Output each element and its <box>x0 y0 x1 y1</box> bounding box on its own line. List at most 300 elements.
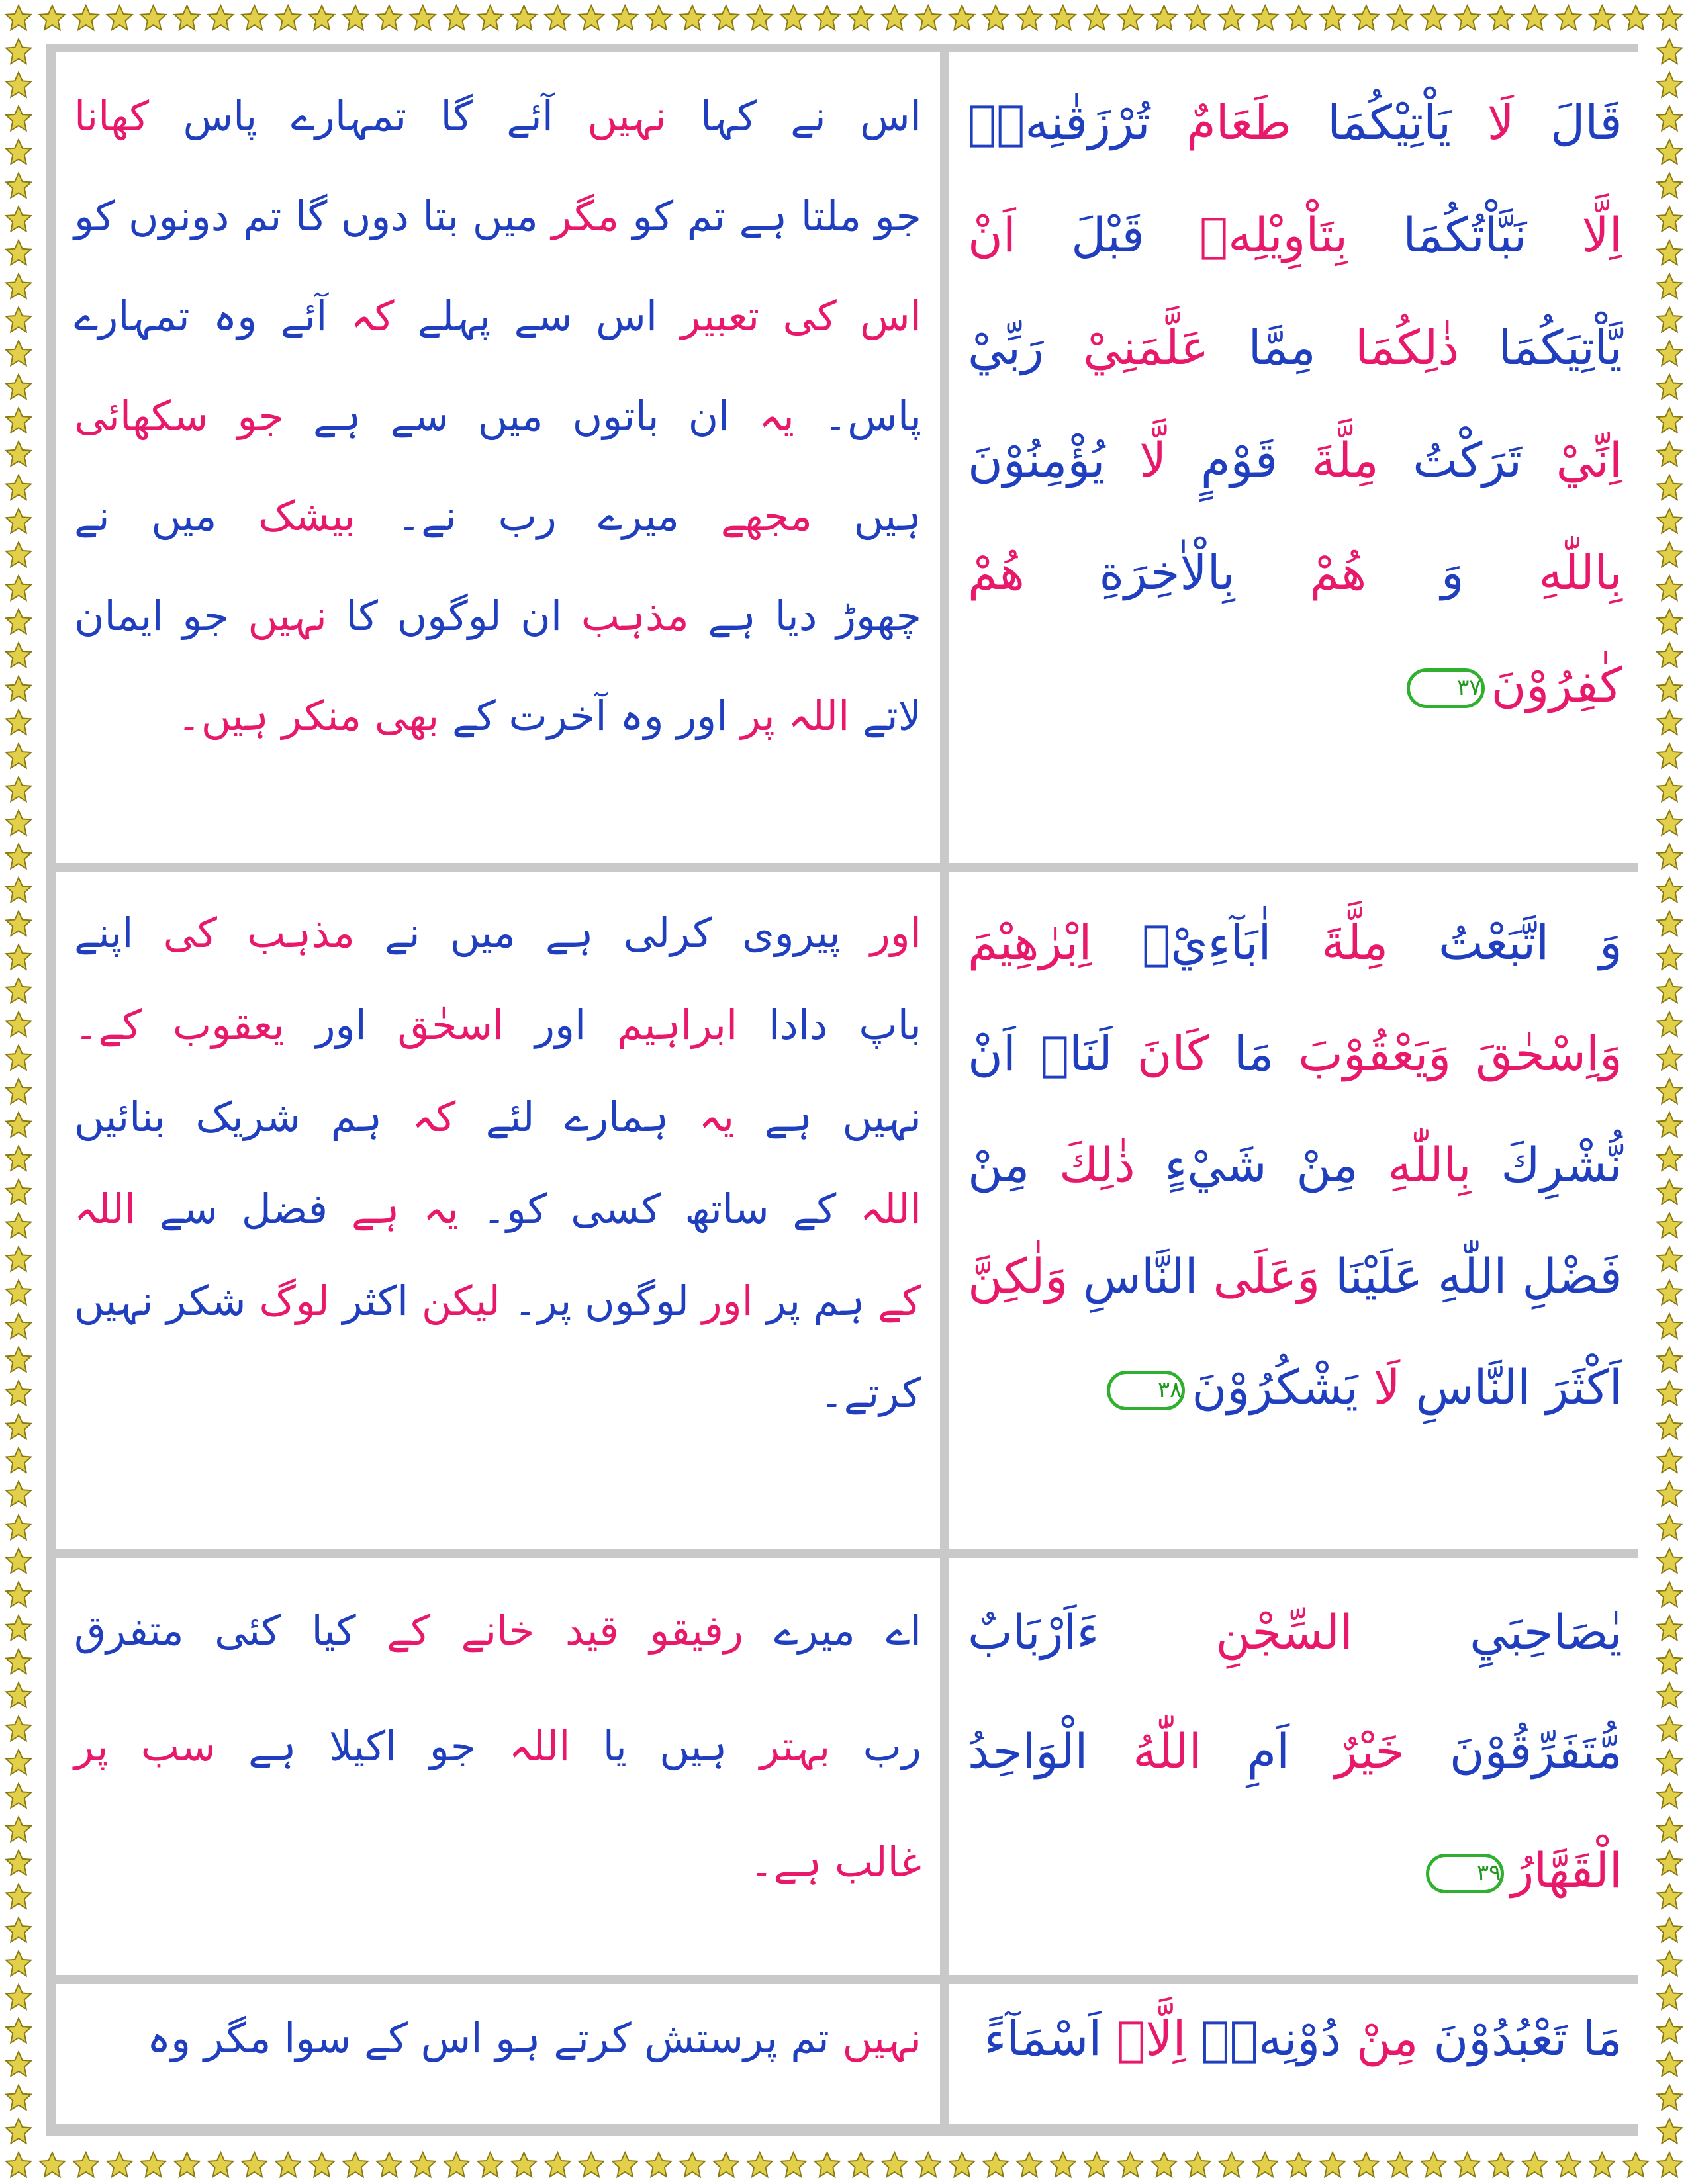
arabic-line <box>968 1692 1622 1811</box>
star-icon <box>6 878 31 902</box>
star-icon <box>714 2152 739 2177</box>
star-icon <box>73 5 99 30</box>
star-icon <box>1657 1549 1682 1573</box>
star-icon <box>1657 2052 1682 2076</box>
urdu-phrase: جو سکھائی <box>74 392 284 440</box>
urdu-phrase: اور <box>840 909 921 957</box>
urdu-phrase: اللہ <box>836 1185 921 1233</box>
verse-grid <box>56 52 1626 2124</box>
arabic-word: مِنْ <box>1341 2011 1419 2066</box>
star-icon <box>1657 1884 1682 1909</box>
arabic-word: قَالَ <box>1514 95 1622 150</box>
star-icon <box>612 2152 637 2177</box>
star-icon <box>6 2152 31 2177</box>
arabic-word: الْقَهَّارُ <box>1511 1843 1622 1898</box>
star-icon <box>1623 2152 1648 2177</box>
arabic-line <box>968 1332 1622 1443</box>
arabic-line <box>968 1811 1622 1930</box>
star-icon <box>579 2152 604 2177</box>
star-icon <box>646 2152 671 2177</box>
star-icon <box>781 2152 806 2177</box>
star-icon <box>1657 1280 1682 1304</box>
arabic-word: بِالْاٰخِرَةِ <box>1024 545 1235 600</box>
urdu-phrase: اس سے پہلے <box>394 292 658 340</box>
urdu-phrase: آئے گا تمہارے پاس <box>149 92 553 140</box>
star-icon <box>6 408 31 432</box>
star-icon <box>275 5 301 30</box>
star-icon <box>1657 710 1682 735</box>
arabic-verse-cell <box>949 1558 1641 1975</box>
arabic-line <box>968 1572 1622 1692</box>
arabic-word: وَيَعْقُوْبَ <box>1274 1026 1452 1081</box>
star-icon <box>208 5 233 30</box>
star-icon <box>6 1079 31 1103</box>
star-icon <box>6 1784 31 1808</box>
arabic-word: مِلَّةَ <box>1271 915 1389 970</box>
arabic-word: يَّاْتِيَكُمَا <box>1459 320 1622 375</box>
urdu-phrase: ابراہیم <box>586 1001 738 1049</box>
urdu-phrase: لوگ <box>246 1277 330 1325</box>
star-icon <box>1657 1079 1682 1103</box>
urdu-phrase: ہیں <box>812 492 921 540</box>
arabic-word: رَبِّيْ <box>967 320 1044 375</box>
star-icon <box>781 5 806 30</box>
arabic-word: بِاللّٰهِ <box>1358 1137 1472 1193</box>
star-icon <box>1657 1515 1682 1539</box>
star-icon <box>40 2152 65 2177</box>
arabic-word: نُّشْرِكَ <box>1471 1137 1622 1193</box>
star-icon <box>1186 5 1211 30</box>
star-icon <box>815 2152 840 2177</box>
star-icon <box>6 911 31 936</box>
star-icon <box>1657 375 1682 399</box>
star-icon <box>40 5 65 30</box>
urdu-phrase: مذہب <box>216 909 355 957</box>
urdu-line <box>74 887 921 979</box>
star-icon <box>1657 408 1682 432</box>
urdu-phrase: کیا کئی متفرق <box>74 1606 356 1655</box>
urdu-line <box>74 66 921 166</box>
urdu-phrase: اس نے کہا <box>666 92 921 140</box>
star-icon <box>1252 2152 1278 2177</box>
star-icon <box>1657 341 1682 365</box>
urdu-phrase: تم پرستش کرتے ہو اس کے سوا مگر وہ <box>146 2014 829 2062</box>
urdu-phrase: غالب ہے۔ <box>749 1838 921 1886</box>
star-icon <box>1657 1817 1682 1841</box>
urdu-phrase: اس کی تعبیر <box>657 292 921 340</box>
star-icon <box>6 240 31 265</box>
star-icon <box>107 2152 132 2177</box>
star-icon <box>983 2152 1008 2177</box>
star-icon <box>242 5 267 30</box>
arabic-line <box>968 629 1622 741</box>
star-icon <box>242 2152 267 2177</box>
arabic-word: اَنْ <box>967 1026 1016 1081</box>
star-icon <box>1589 2152 1615 2177</box>
arabic-word: وَعَلَى <box>1197 1248 1321 1304</box>
arabic-word: كَانَ <box>1112 1026 1209 1081</box>
star-icon <box>1657 274 1682 298</box>
arabic-word: قَوْمٍ <box>1166 432 1278 488</box>
arabic-word: هُمْ <box>1235 545 1367 600</box>
star-icon <box>6 1448 31 1473</box>
urdu-line <box>74 1999 921 2078</box>
arabic-word: قَبْلَ <box>1015 207 1145 263</box>
star-icon <box>6 341 31 365</box>
arabic-word: عَلَّمَنِيْ <box>1043 320 1209 375</box>
arabic-word: مَا تَعْبُدُوْنَ <box>1418 2011 1622 2066</box>
urdu-phrase: چھوڑ دیا ہے <box>688 592 921 640</box>
star-icon <box>6 1884 31 1909</box>
arabic-word: تَرَكْتُ <box>1378 432 1523 488</box>
star-icon <box>6 1179 31 1204</box>
urdu-phrase: اکثر <box>329 1277 409 1325</box>
star-icon <box>6 743 31 768</box>
star-icon <box>545 2152 570 2177</box>
star-icon <box>1118 2152 1143 2177</box>
urdu-phrase: ان باتوں میں سے ہے <box>283 392 730 440</box>
urdu-phrase: یعقوب کے۔ <box>74 1001 285 1049</box>
urdu-phrase: کہ <box>382 1093 456 1141</box>
urdu-phrase: جو ایمان <box>74 592 229 640</box>
star-icon <box>1657 509 1682 533</box>
urdu-line <box>74 566 921 666</box>
star-icon <box>1657 676 1682 701</box>
star-icon <box>1657 1615 1682 1640</box>
star-icon <box>1084 2152 1109 2177</box>
urdu-phrase: یہ ہے <box>328 1185 459 1233</box>
urdu-phrase: نہیں <box>829 2014 921 2062</box>
arabic-line <box>968 1220 1622 1332</box>
arabic-line <box>968 66 1622 179</box>
star-icon <box>6 1951 31 1976</box>
urdu-phrase: یہ <box>669 1093 735 1141</box>
arabic-word: يٰصَاحِبَيِ <box>1352 1604 1622 1660</box>
star-icon <box>6 441 31 466</box>
star-icon <box>107 5 132 30</box>
star-icon <box>6 811 31 835</box>
star-icon <box>6 2052 31 2076</box>
urdu-translation-cell <box>56 1984 940 2124</box>
star-icon <box>6 1917 31 1942</box>
star-icon <box>1118 5 1143 30</box>
urdu-phrase: مذہب <box>562 592 689 640</box>
star-icon <box>6 1750 31 1774</box>
star-icon <box>1489 2152 1514 2177</box>
arabic-verse-cell <box>949 52 1641 863</box>
star-icon <box>680 2152 705 2177</box>
star-icon <box>1657 978 1682 1003</box>
star-icon <box>1657 610 1682 634</box>
star-icon <box>1186 2152 1211 2177</box>
star-icon <box>1657 1213 1682 1238</box>
star-icon <box>1354 2152 1379 2177</box>
urdu-phrase: اللہ <box>476 1722 571 1770</box>
star-icon <box>1657 1314 1682 1338</box>
star-icon <box>1051 2152 1076 2177</box>
arabic-word: كٰفِرُوْنَ <box>1491 657 1622 713</box>
star-icon <box>1657 39 1682 64</box>
urdu-phrase: اسحٰق <box>366 1001 504 1049</box>
arabic-word: عَلَيْنَا <box>1320 1248 1423 1304</box>
star-icon <box>410 5 436 30</box>
urdu-phrase: اللہ پر <box>727 692 850 740</box>
star-icon <box>6 1549 31 1573</box>
urdu-phrase: بہتر <box>727 1722 831 1770</box>
urdu-phrase: پیروی کرلی ہے میں نے <box>354 909 841 957</box>
star-icon <box>1657 1247 1682 1271</box>
star-icon <box>1657 1683 1682 1707</box>
star-icon <box>1657 576 1682 600</box>
star-icon <box>1657 240 1682 265</box>
star-icon <box>6 106 31 130</box>
ayah-number-marker: ۳۹ <box>1426 1854 1504 1893</box>
star-icon <box>915 2152 941 2177</box>
arabic-word: اللّٰهُ <box>1088 1723 1202 1779</box>
arabic-word: خَيْرٌ <box>1289 1723 1405 1779</box>
arabic-word: مِنْ <box>967 1137 1030 1193</box>
star-icon <box>1455 2152 1480 2177</box>
star-icon <box>6 1582 31 1607</box>
star-icon <box>815 5 840 30</box>
star-icon <box>1657 173 1682 198</box>
urdu-phrase: ان لوگوں کا <box>326 592 563 640</box>
star-icon <box>545 5 570 30</box>
urdu-phrase: باپ دادا <box>737 1001 921 1049</box>
star-icon <box>6 1985 31 2009</box>
arabic-word: لَا <box>1451 95 1515 150</box>
star-icon <box>1657 643 1682 667</box>
star-icon <box>6 1683 31 1707</box>
urdu-translation-cell <box>56 52 940 863</box>
star-icon <box>1657 1347 1682 1372</box>
star-icon <box>1017 5 1042 30</box>
arabic-word: لَنَاۤ <box>1015 1026 1113 1081</box>
arabic-word: وَ <box>1549 915 1622 970</box>
arabic-word: النَّاسِ <box>1068 1248 1198 1304</box>
urdu-phrase: جو ملتا ہے تم کو <box>619 192 921 240</box>
arabic-word: لَا <box>1358 1359 1401 1415</box>
star-icon <box>1084 5 1109 30</box>
urdu-phrase: ہمارے لئے <box>455 1093 669 1141</box>
urdu-phrase: نہیں ہے <box>734 1093 921 1141</box>
star-icon <box>6 1046 31 1070</box>
arabic-word: طَعَامٌ <box>1150 95 1291 150</box>
star-icon <box>6 475 31 500</box>
urdu-translation-cell <box>56 872 940 1549</box>
urdu-line <box>74 1071 921 1163</box>
star-icon <box>1522 5 1547 30</box>
star-icon <box>1657 1414 1682 1439</box>
urdu-phrase: شکر نہیں <box>74 1277 246 1325</box>
star-icon <box>1051 5 1076 30</box>
arabic-word: اتَّبَعْتُ <box>1388 915 1550 970</box>
star-icon <box>1387 5 1413 30</box>
urdu-phrase: کہ <box>327 292 395 340</box>
urdu-phrase: یہ <box>729 392 794 440</box>
arabic-word: يَاْتِيْكُمَا <box>1291 95 1452 150</box>
star-icon <box>1657 1750 1682 1774</box>
arabic-word: دُوْنِهٖۤ <box>1186 2011 1342 2066</box>
urdu-phrase: اللہ <box>74 1185 136 1233</box>
arabic-verse-cell <box>949 1984 1641 2124</box>
star-icon <box>6 274 31 298</box>
star-icon <box>1657 1951 1682 1976</box>
arabic-word: مُّتَفَرِّقُوْنَ <box>1404 1723 1622 1779</box>
star-icon <box>1657 206 1682 231</box>
arabic-line <box>968 998 1622 1109</box>
star-icon <box>1286 5 1311 30</box>
star-icon <box>6 5 31 30</box>
star-icon <box>1286 2152 1311 2177</box>
arabic-word: هُمْ <box>967 545 1025 600</box>
star-icon <box>6 1113 31 1137</box>
arabic-word: مَا <box>1209 1026 1274 1081</box>
arabic-line <box>968 291 1622 404</box>
star-icon <box>747 2152 773 2177</box>
star-icon <box>6 710 31 735</box>
star-icon <box>714 5 739 30</box>
arabic-word: الْوَاحِدُ <box>967 1723 1088 1779</box>
urdu-phrase: بیشک <box>216 492 356 540</box>
star-icon <box>512 2152 537 2177</box>
urdu-phrase: اور <box>689 1277 753 1325</box>
star-icon <box>1657 944 1682 969</box>
arabic-word: اِبْرٰهِيْمَ <box>967 915 1092 970</box>
star-icon <box>1657 1481 1682 1506</box>
arabic-word: ذٰلِكُمَا <box>1315 320 1460 375</box>
star-icon <box>1657 777 1682 801</box>
star-icon <box>1455 5 1480 30</box>
arabic-word: مِمَّا <box>1209 320 1316 375</box>
arabic-word: تُرْزَقٰنِهٖۤ <box>967 95 1150 150</box>
urdu-line <box>74 979 921 1071</box>
star-icon <box>377 5 402 30</box>
star-icon <box>377 2152 402 2177</box>
star-icon <box>1657 1850 1682 1875</box>
ayah-number-marker: ۳۸ <box>1107 1371 1185 1410</box>
arabic-line <box>968 179 1622 291</box>
star-icon <box>646 5 671 30</box>
star-icon <box>6 307 31 332</box>
arabic-line <box>968 516 1622 629</box>
star-icon <box>6 1012 31 1036</box>
urdu-phrase: ہیں یا <box>570 1722 727 1770</box>
star-icon <box>983 5 1008 30</box>
urdu-phrase: سب پر <box>74 1722 216 1770</box>
star-icon <box>6 944 31 969</box>
star-icon <box>1657 911 1682 936</box>
urdu-line <box>74 1347 921 1439</box>
star-icon <box>1657 1146 1682 1171</box>
star-icon <box>6 39 31 64</box>
star-icon <box>1657 441 1682 466</box>
arabic-word: السِّجْنِ <box>1099 1604 1353 1660</box>
star-icon <box>1320 5 1345 30</box>
star-icon <box>1219 2152 1244 2177</box>
urdu-line <box>74 1572 921 1688</box>
star-icon <box>612 5 637 30</box>
arabic-word: يُؤْمِنُوْنَ <box>967 432 1105 488</box>
arabic-verse-cell <box>949 872 1641 1549</box>
star-icon <box>6 610 31 634</box>
star-icon <box>141 5 166 30</box>
urdu-phrase: کرتے۔ <box>820 1369 921 1417</box>
urdu-line <box>74 1804 921 1920</box>
star-icon <box>6 2119 31 2144</box>
star-icon <box>1252 5 1278 30</box>
page-frame <box>46 44 1638 2136</box>
star-icon <box>6 542 31 567</box>
star-icon <box>1489 5 1514 30</box>
star-icon <box>1657 1113 1682 1137</box>
urdu-phrase: رب <box>830 1722 921 1770</box>
arabic-word: اِلَّا <box>1526 207 1622 263</box>
urdu-phrase: بھی منکر ہیں۔ <box>177 692 440 740</box>
arabic-line <box>968 404 1622 516</box>
star-icon <box>1017 2152 1042 2177</box>
arabic-line <box>968 887 1622 998</box>
star-icon <box>949 5 974 30</box>
arabic-word: وَ <box>1366 545 1464 600</box>
arabic-line <box>968 1999 1622 2078</box>
arabic-word: اِنِّيْ <box>1522 432 1622 488</box>
urdu-phrase: لاتے <box>849 692 921 740</box>
urdu-phrase: رفیقو قید خانے کے <box>355 1606 743 1655</box>
star-icon <box>1657 1012 1682 1036</box>
star-icon <box>849 5 874 30</box>
star-icon <box>1657 2018 1682 2042</box>
urdu-phrase: اپنے <box>74 909 134 957</box>
star-icon <box>444 5 469 30</box>
star-icon <box>275 2152 301 2177</box>
star-icon <box>1657 106 1682 130</box>
arabic-word: اَكْثَرَ النَّاسِ <box>1400 1359 1622 1415</box>
star-icon <box>1657 2119 1682 2144</box>
arabic-word: ذٰلِكَ <box>1029 1137 1135 1193</box>
star-icon <box>1219 5 1244 30</box>
arabic-word: بِاللّٰهِ <box>1464 545 1622 600</box>
arabic-word: اَنْ <box>967 207 1016 263</box>
urdu-phrase: آئے وہ تمہارے <box>74 292 328 340</box>
star-icon <box>6 1280 31 1304</box>
star-icon <box>6 1615 31 1640</box>
urdu-line <box>74 1255 921 1347</box>
star-icon <box>175 2152 200 2177</box>
star-icon <box>309 2152 334 2177</box>
arabic-word: يَشْكُرُوْنَ <box>1192 1359 1358 1415</box>
star-icon <box>1657 5 1682 30</box>
star-icon <box>1657 844 1682 868</box>
star-icon <box>6 777 31 801</box>
urdu-phrase: فضل سے <box>135 1185 328 1233</box>
star-icon <box>1657 1582 1682 1607</box>
star-icon <box>6 1213 31 1238</box>
urdu-phrase: اے میرے <box>743 1606 921 1655</box>
star-icon <box>6 978 31 1003</box>
star-icon <box>1657 1649 1682 1674</box>
star-icon <box>882 2152 907 2177</box>
star-icon <box>1657 1046 1682 1070</box>
star-icon <box>1657 73 1682 97</box>
urdu-phrase: میں نے <box>74 492 217 540</box>
star-icon <box>6 576 31 600</box>
star-icon <box>747 5 773 30</box>
star-icon <box>1556 2152 1581 2177</box>
star-icon <box>6 1817 31 1841</box>
star-icon <box>1657 542 1682 567</box>
star-icon <box>343 5 368 30</box>
